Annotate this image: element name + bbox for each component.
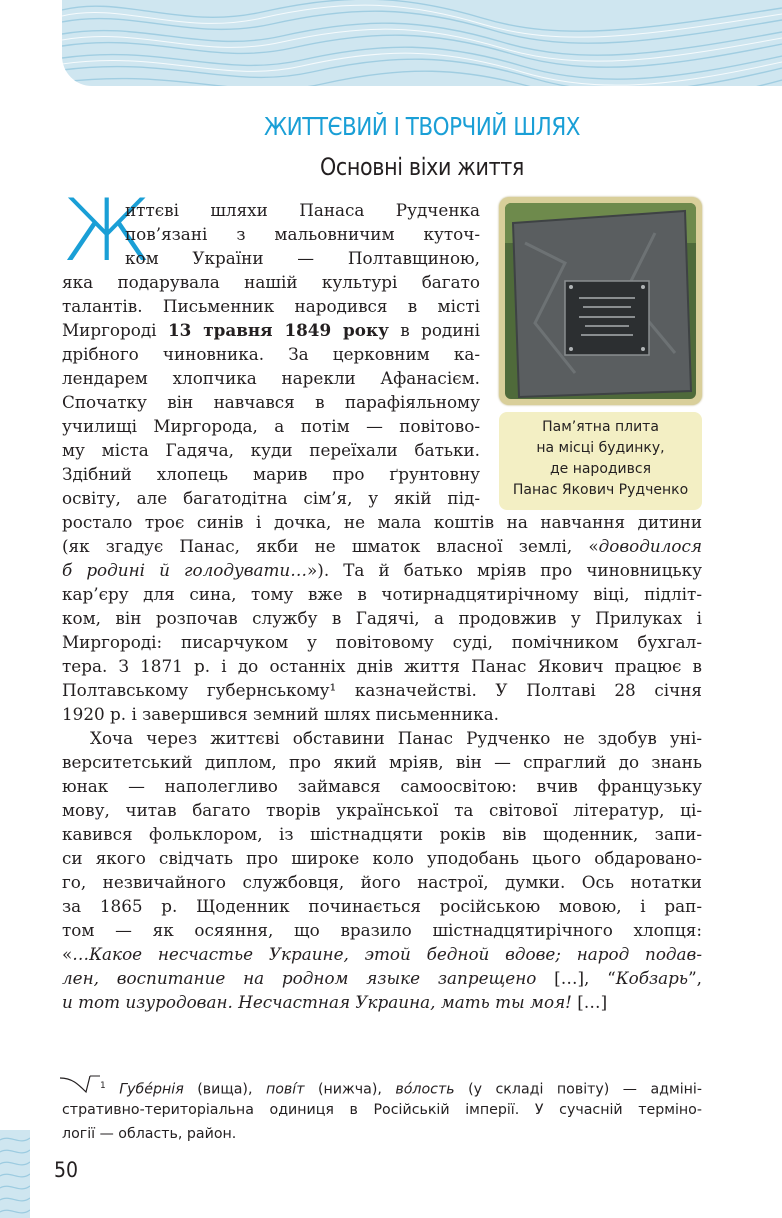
chapter-title: ЖИТТЄВИЙ І ТВОРЧИЙ ШЛЯХ: [264, 112, 580, 141]
body-line: дрібного чиновника. За церковним ка-: [62, 344, 480, 364]
body-line: кавився фольклором, із шістнадцяти років вів щоденник, запи-: [62, 824, 702, 844]
body-line: освіту, але багатодітна сім’я, у якій під-: [62, 488, 480, 508]
decorative-side-waves: [0, 1130, 30, 1218]
section-title: Основні віхи життя: [319, 153, 525, 181]
body-line: Спочатку він навчався в парафіяльному: [62, 392, 480, 412]
body-line: 1920 р. і завершився земний шлях письменника.: [62, 704, 499, 724]
body-line: Полтавському губернському¹ казначействі. У Полтаві 28 січня: [62, 680, 702, 700]
body-line: верситетський диплом, про який мріяв, він — спраглий до знань: [62, 752, 702, 772]
body-line: том — як осяяння, що вразило шістнадцятирічного хлопця:: [62, 920, 702, 940]
footnote-swash-icon: [60, 1074, 100, 1094]
body-line: ком, він розпочав службу в Гадячі, а продовжив у Прилуках і: [62, 608, 702, 628]
caption-line: на місці будинку,: [536, 440, 665, 456]
body-line: кар’єру для сина, тому вже в чотирнадцятирічному віці, підліт-: [62, 584, 702, 604]
drop-cap: Ж: [62, 181, 152, 281]
body-line: си якого свідчать про широке коло уподобань цього обдаровано-: [62, 848, 702, 868]
birth-date: 13 травня 1849 року: [167, 320, 389, 340]
body-line: юнак — наполегливо займався самоосвітою: вчив французьку: [62, 776, 702, 796]
quote-line: лен, воспитание на родном языке запрещено […], “Кобзарь”,: [62, 968, 702, 988]
body-line: Миргороді: писарчуком у повітовому суді, помічником бухгал-: [62, 632, 702, 652]
body-line: Здібний хлопець марив про ґрунтовну: [62, 464, 480, 484]
body-line: за 1865 р. Щоденник починається російською мовою, і рап-: [62, 896, 702, 916]
body-line: талантів. Письменник народився в місті: [62, 296, 480, 316]
memorial-plaque-photo: [499, 197, 702, 405]
body-line: мову, читав багато творів української та світової літератур, ці-: [62, 800, 702, 820]
body-line: Хоча через життєві обставини Панас Рудченко не здобув уні-: [90, 728, 702, 748]
body-line: иттєві шляхи Панаса Рудченка: [125, 200, 480, 220]
body-line: пов’язані з мальовничим куточ-: [125, 224, 480, 244]
body-text: в родині: [388, 320, 481, 340]
body-line: го, незвичайного службовця, його настрої, думки. Ось нотатки: [62, 872, 702, 892]
quote-line: и тот изуродован. Несчастная Украина, мать ты моя! […]: [62, 992, 608, 1012]
page-number: 50: [54, 1158, 79, 1182]
footnote-line: стративно-територіальна одиниця в Російській імперії. У сучасній терміно-: [62, 1102, 702, 1118]
caption-line: де народився: [549, 461, 652, 477]
body-line: ростало троє синів і дочка, не мала коштів на навчання дитини: [62, 512, 702, 532]
body-line: тера. З 1871 р. і до останніх днів життя Панас Якович працює в: [62, 656, 702, 676]
body-line: б родині й голодувати…»). Та й батько мріяв про чиновницьку: [62, 560, 702, 580]
caption-line: Панас Якович Рудченко: [512, 482, 689, 498]
photo-caption: [499, 412, 702, 510]
decorative-wave-banner: [62, 0, 782, 86]
footnote-line: логії — область, район.: [62, 1126, 237, 1142]
footnote-line: $^1$ Губéрнія (вища), повíт (нижча), вóлость (у складі повіту) — адміні-: [100, 1081, 702, 1098]
body-line: [62, 318, 480, 342]
body-line: яка подарувала нашій культурі багато: [62, 272, 480, 292]
body-line: училищі Миргорода, а потім — повітово-: [62, 416, 480, 436]
quote-line: «…Какое несчастье Украине, этой бедной вдове; народ подав-: [62, 944, 702, 964]
body-line: (як згадує Панас, якби не шматок власної землі, «доводилося: [62, 536, 702, 556]
caption-line: Пам’ятна плита: [542, 419, 659, 435]
body-line: ком України — Полтавщиною,: [125, 248, 480, 268]
body-line: му міста Гадяча, куди переїхали батьки.: [62, 440, 480, 460]
body-text: Миргороді: [62, 320, 168, 340]
body-line: лендарем хлопчика нарекли Афанасієм.: [62, 368, 480, 388]
